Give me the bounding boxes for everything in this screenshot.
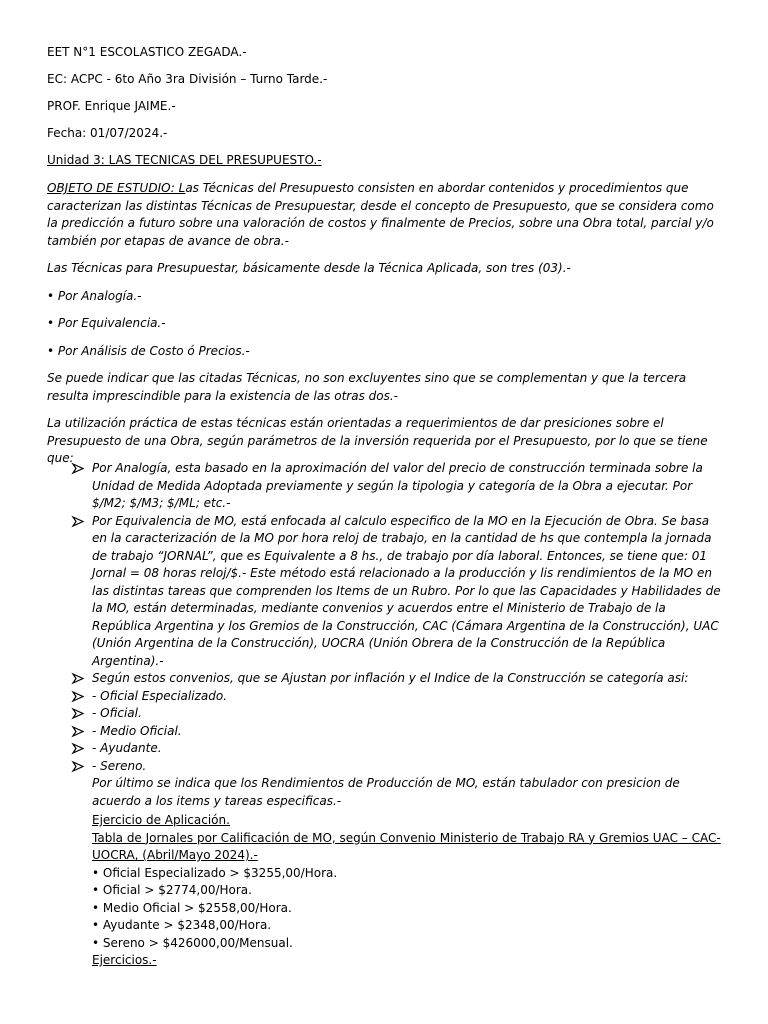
arrow-bullet-icon: [71, 670, 85, 687]
list-item: [47, 688, 722, 706]
list-item: [47, 758, 722, 776]
arrow-bullet-icon: [71, 705, 85, 722]
arrow-bullet-icon: [71, 740, 85, 757]
rate-item: • Ayudante > $2348,00/Hora.: [92, 918, 272, 932]
arrow-bullet-icon: [71, 723, 85, 740]
arrow-bullet-icon: [71, 758, 85, 775]
list-item: [47, 723, 722, 741]
teacher-line: PROF. Enrique JAIME.-: [47, 99, 176, 113]
list-item-text: - Oficial.: [92, 706, 142, 720]
unit-title: Unidad 3: LAS TECNICAS DEL PRESUPUESTO.-: [47, 153, 322, 167]
rendimientos-paragraph: Por último se indica que los Rendimientos de Producción de MO, están tabulador con presicion de acuerdo a los items y tareas especificas.-: [92, 776, 680, 808]
rate-item: • Oficial Especializado > $3255,00/Hora.: [92, 865, 338, 880]
rate-item: • Oficial > $2774,00/Hora.: [92, 883, 252, 897]
list-item: [47, 740, 722, 758]
school-name: EET N°1 ESCOLASTICO ZEGADA.-: [47, 45, 247, 59]
rate-item: • Medio Oficial > $2558,00/Hora.: [92, 900, 292, 915]
list-item-text: Según estos convenios, que se Ajustan por inflación y el Indice de la Construcción se categoría asi:: [92, 671, 689, 685]
arrow-bullet-icon: [71, 460, 85, 477]
complementan-paragraph: Se puede indicar que las citadas Técnicas, no son excluyentes sino que se complementan y que la tercera resulta imprescindible para la existencia de las otras dos.-: [47, 371, 687, 403]
list-item: [47, 460, 722, 513]
intro-paragraph: Las Técnicas para Presupuestar, básicamente desde la Técnica Aplicada, son tres (03).-: [47, 261, 571, 275]
objeto-text: as Técnicas del Presupuesto consisten en abordar contenidos y procedimientos que caracterizan las distintas Técnicas de Presupuestar, desde el concepto de Presupuesto, que se considera como la predicción a futuro sobre una valoración de costos y finalmente de Precios, sobre una Obra total, parcial y/o también por etapas de avance de obra.-: [47, 181, 714, 248]
list-item: [47, 513, 722, 671]
arrow-list: [47, 460, 722, 810]
list-item: [47, 670, 722, 688]
tecnica-equivalencia: • Por Equivalencia.-: [47, 316, 166, 330]
utilizacion-paragraph: La utilización práctica de estas técnicas están orientadas a requerimientos de dar presiciones sobre el Presupuesto de una Obra, según parámetros de la inversión requerida por el Presupuesto, por lo que se tiene que:: [47, 416, 708, 465]
list-item: [47, 705, 722, 723]
objeto-paragraph: [47, 180, 722, 250]
table-title: Tabla de Jornales por Calificación de MO, según Convenio Ministerio de Trabajo RA y Gremios UAC – CAC- UOCRA, (Abril/Mayo 2024).-: [92, 830, 721, 862]
list-item-text: - Oficial Especializado.: [92, 688, 227, 703]
objeto-label: OBJETO DE ESTUDIO: L: [47, 181, 186, 195]
ejercicio-section: [47, 812, 722, 970]
ejercicio-title: Ejercicio de Aplicación.: [92, 813, 230, 827]
list-item-text: - Ayudante.: [92, 741, 162, 755]
tecnica-analogia: • Por Analogía.-: [47, 289, 142, 303]
ejercicios-heading: Ejercicios.-: [92, 953, 157, 967]
arrow-bullet-icon: [71, 688, 85, 705]
tecnica-analisis: • Por Análisis de Costo ó Precios.-: [47, 344, 250, 358]
arrow-bullet-icon: [71, 513, 85, 530]
list-item-text: - Medio Oficial.: [92, 723, 182, 738]
date-line: Fecha: 01/07/2024.-: [47, 126, 168, 140]
course-line: EC: ACPC - 6to Año 3ra División – Turno Tarde.-: [47, 72, 328, 86]
rate-item: • Sereno > $426000,00/Mensual.: [92, 935, 293, 950]
list-item-text: Por Equivalencia de MO, está enfocada al calculo especifico de la MO en la Ejecución de Obra. Se basa en la caracterización de la MO por hora reloj de trabajo, en la cantidad de hs que contempla la jornada de trabajo “JORNAL”, que es Equivalente a 8 hs., de trabajo por día laboral. Entonces, se tiene que: 01 Jornal = 08 horas reloj/$.- Este método está relacionado a la producción y lis rendimientos de la MO en las distintas tareas que comprenden los Items de un Rubro. Por lo que las Capacidades y Habilidades de la MO, están determinadas, mediante convenios y acuerdos entre el Ministerio de Trabajo de la República Argentina y los Gremios de la Construcción, CAC (Cámara Argentina de la Construcción), UAC (Unión Argentina de la Construcción), UOCRA (Unión Obrera de la Construcción de la República Argentina).-: [92, 513, 721, 668]
list-item-text: - Sereno.: [92, 758, 147, 773]
list-item-text: Por Analogía, esta basado en la aproximación del valor del precio de construcción terminada sobre la Unidad de Medida Adoptada previamente y según la tipologia y categoría de la Obra a ejecutar. Por $/M2; $/M3; $/ML; etc.-: [92, 461, 703, 510]
